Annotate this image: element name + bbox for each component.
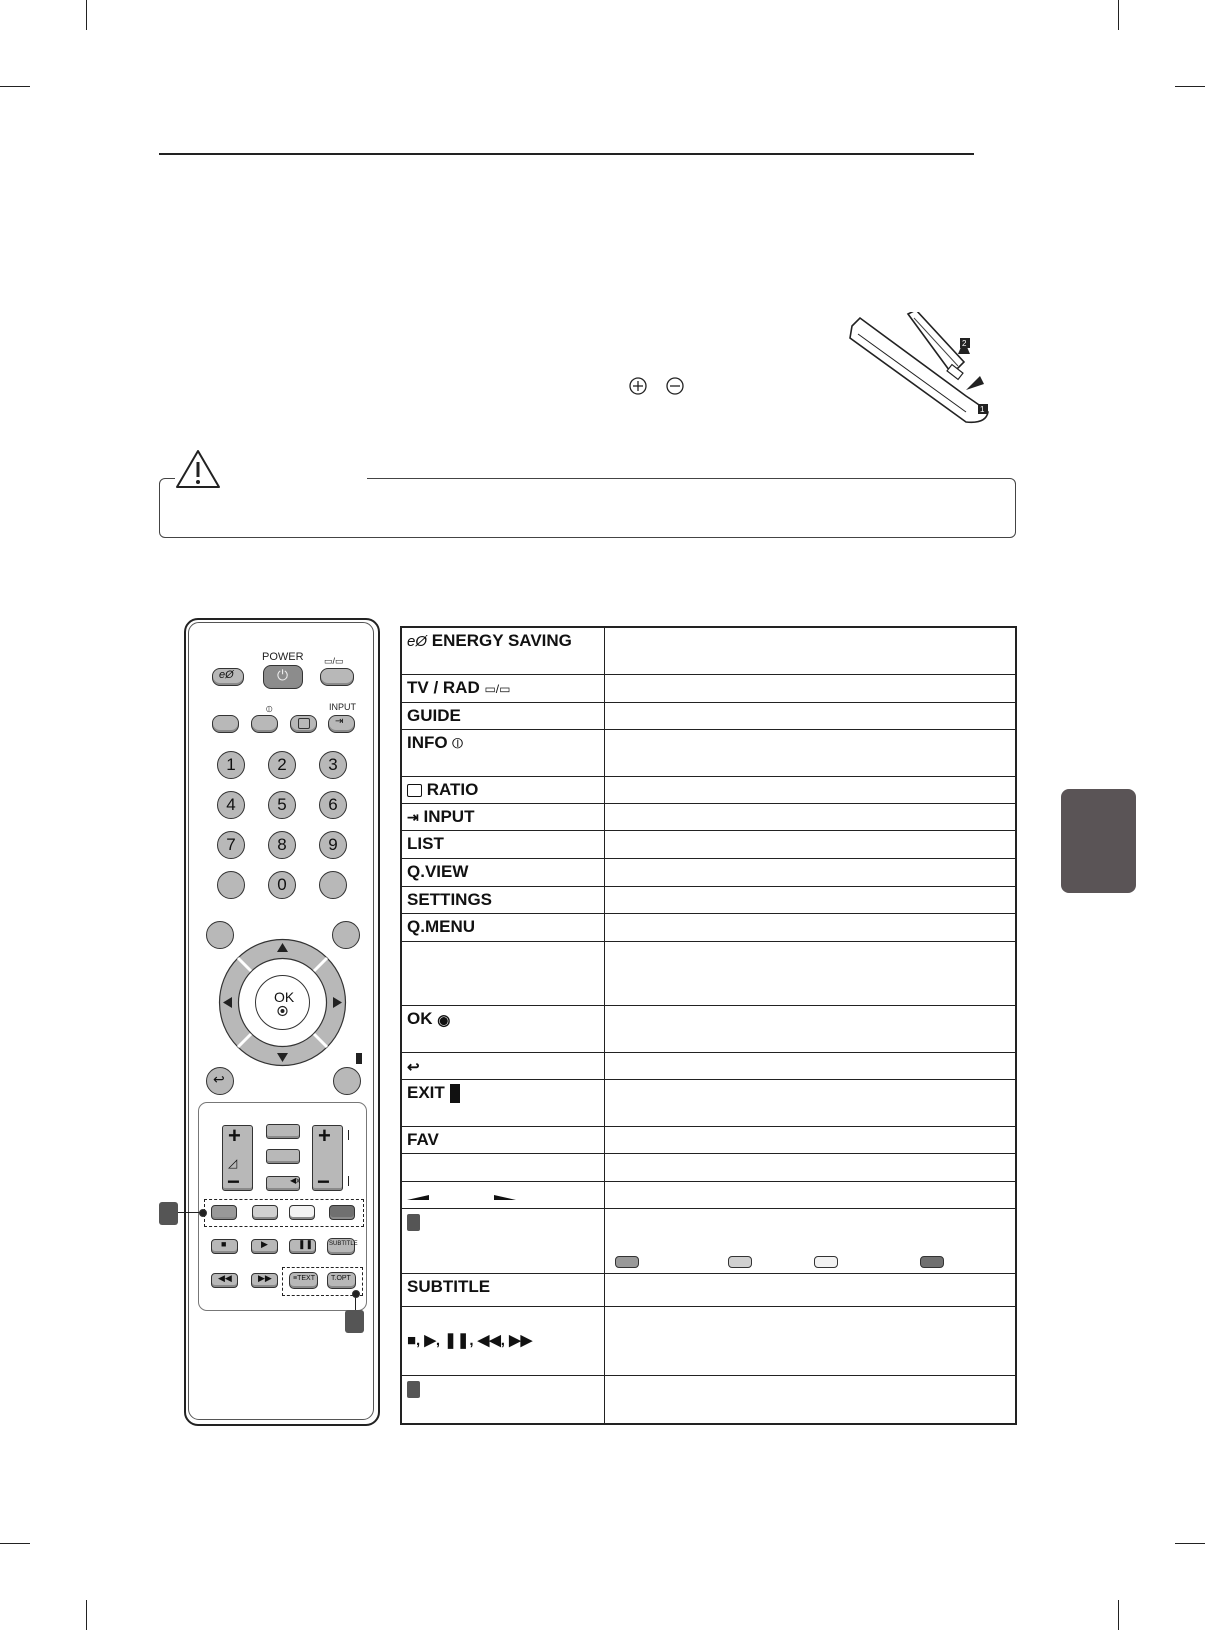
chapter-tab <box>1061 789 1136 893</box>
stop-button[interactable] <box>211 1239 238 1254</box>
row-label <box>407 807 474 827</box>
back-icon: ↩ <box>213 1071 225 1087</box>
blue-button[interactable] <box>329 1205 355 1220</box>
stop-icon: ■ <box>221 1239 227 1249</box>
input-icon: ⇥ <box>335 716 344 727</box>
table-cell-label <box>402 1209 605 1273</box>
leaf-icon: eØ <box>407 633 428 651</box>
number-button-0[interactable]: 0 <box>268 871 296 899</box>
rewind-icon: ◀◀ <box>218 1273 232 1283</box>
plus-icon: + <box>228 1123 241 1148</box>
input-label: INPUT <box>329 702 356 712</box>
caution-box <box>159 478 1016 538</box>
table-row <box>402 1154 1015 1182</box>
guide-label: GUIDE <box>407 706 461 725</box>
row-label <box>407 1185 516 1205</box>
exit-door-icon <box>356 1053 362 1064</box>
energy-saving-label: ENERGY SAVING <box>431 631 572 650</box>
subtitle-button[interactable] <box>327 1238 358 1255</box>
info-icon: ⦶ <box>452 735 464 753</box>
row-label <box>407 1379 420 1399</box>
power-label: POWER <box>262 651 304 663</box>
minus-icon: − <box>317 1169 330 1194</box>
teletext-callout-marker <box>345 1310 364 1333</box>
mute-icon: ◀x <box>290 1176 301 1185</box>
callout-marker-2 <box>407 1381 420 1398</box>
exit-label: EXIT <box>407 1083 445 1102</box>
table-row <box>402 1127 1015 1154</box>
subtitle-label: SUBTITLE <box>407 1277 491 1296</box>
table-row <box>402 914 1015 942</box>
table-cell-label <box>402 804 605 830</box>
battery-cover-illustration <box>848 312 996 432</box>
blue-button-chip <box>920 1256 944 1268</box>
minus-icon: − <box>227 1169 240 1194</box>
guide-button[interactable] <box>212 715 239 733</box>
number-button-4[interactable]: 4 <box>217 791 245 819</box>
svg-text:1: 1 <box>980 405 985 414</box>
button-function-table <box>400 626 1017 1425</box>
row-label <box>407 678 510 698</box>
crop-mark <box>1175 1543 1205 1544</box>
number-button-9[interactable]: 9 <box>319 831 347 859</box>
fav-button[interactable] <box>266 1124 300 1139</box>
number-button-7[interactable]: 7 <box>217 831 245 859</box>
table-cell-label <box>402 628 605 674</box>
q-view-label: Q.VIEW <box>407 862 469 881</box>
row-label <box>407 1212 420 1232</box>
header-rule <box>159 153 974 155</box>
play-icon: ▶ <box>261 1239 268 1249</box>
channel-down-tick <box>348 1176 349 1186</box>
crop-mark <box>0 1543 30 1544</box>
ratio-icon <box>407 784 422 797</box>
table-row <box>402 831 1015 859</box>
fast-forward-button[interactable] <box>251 1273 278 1288</box>
number-button-1[interactable]: 1 <box>217 751 245 779</box>
crop-mark <box>1118 0 1119 30</box>
tv-rad-label: TV / RAD <box>407 678 480 697</box>
q-view-button[interactable] <box>319 871 347 899</box>
t-opt-key-label: T.OPT <box>331 1275 351 1282</box>
number-button-3[interactable]: 3 <box>319 751 347 779</box>
settings-label: SETTINGS <box>407 890 493 909</box>
table-cell-label <box>402 831 605 858</box>
t-opt-button[interactable] <box>327 1272 356 1289</box>
exit-door-icon <box>450 1084 460 1103</box>
table-cell-label <box>402 1154 605 1181</box>
channel-bar-icon <box>494 1192 516 1200</box>
info-label: INFO <box>407 733 448 752</box>
volume-icon: ◿ <box>228 1156 238 1170</box>
warning-icon <box>174 448 222 490</box>
back-button[interactable] <box>206 1067 234 1095</box>
table-row <box>402 1274 1015 1307</box>
ok-label: OK <box>407 1009 433 1028</box>
svg-text:2: 2 <box>962 339 967 348</box>
crop-mark <box>86 0 87 30</box>
crop-mark <box>1175 86 1205 87</box>
table-row <box>402 859 1015 887</box>
table-cell-label <box>402 703 605 729</box>
color-buttons-callout-marker <box>159 1202 178 1225</box>
tv-radio-icon: ▭/▭ <box>484 681 511 696</box>
list-button[interactable] <box>217 871 245 899</box>
table-cell-label <box>402 675 605 702</box>
minus-circle-icon <box>665 376 685 396</box>
yellow-button[interactable] <box>289 1205 315 1220</box>
ok-dot-icon: ◉ <box>437 1011 451 1029</box>
pause-button[interactable] <box>289 1239 316 1254</box>
fav-label: FAV <box>407 1130 439 1149</box>
text-key-label: ≡TEXT <box>293 1275 315 1282</box>
playback-label: ■, ▶, ❚❚, ◀◀, ▶▶ <box>407 1332 533 1349</box>
3d-button[interactable] <box>266 1149 300 1164</box>
table-cell-label <box>402 777 605 803</box>
yellow-button-chip <box>814 1256 838 1268</box>
table-cell-label <box>402 1053 605 1079</box>
table-cell-label <box>402 1274 605 1306</box>
number-button-2[interactable]: 2 <box>268 751 296 779</box>
number-button-8[interactable]: 8 <box>268 831 296 859</box>
table-row <box>402 628 1015 675</box>
green-button[interactable] <box>252 1205 278 1220</box>
input-icon: ⇥ <box>407 809 419 826</box>
ratio-label: RATIO <box>426 780 479 799</box>
plus-icon: + <box>318 1123 331 1148</box>
row-label <box>407 1056 420 1076</box>
crop-mark <box>0 86 30 87</box>
table-row <box>402 675 1015 703</box>
table-row <box>402 703 1015 730</box>
table-row <box>402 804 1015 831</box>
table-cell-label <box>402 1182 605 1208</box>
row-label <box>407 1009 450 1029</box>
q-menu-label: Q.MENU <box>407 917 475 936</box>
tv-rad-button[interactable] <box>320 668 354 686</box>
table-cell-label <box>402 1376 605 1423</box>
list-label: LIST <box>407 834 444 853</box>
table-row <box>402 1376 1015 1423</box>
mute-button[interactable] <box>266 1176 300 1191</box>
info-button[interactable] <box>251 715 278 733</box>
table-cell-label <box>402 1127 605 1153</box>
row-label <box>407 780 478 800</box>
row-label <box>407 631 572 651</box>
input-label: INPUT <box>423 807 475 826</box>
info-icon: ⦶ <box>266 704 273 714</box>
red-button[interactable] <box>211 1205 237 1220</box>
back-icon: ↩ <box>407 1058 420 1076</box>
ratio-button[interactable] <box>290 715 317 733</box>
power-icon: ⏻ <box>277 667 289 683</box>
text-button[interactable] <box>289 1272 318 1289</box>
table-row <box>402 1006 1015 1053</box>
table-row <box>402 1307 1015 1376</box>
table-cell-label <box>402 859 605 886</box>
volume-bar-icon <box>407 1192 429 1200</box>
table-cell-label <box>402 1307 605 1375</box>
crop-mark <box>1118 1600 1119 1630</box>
green-button-chip <box>728 1256 752 1268</box>
table-cell-label <box>402 887 605 913</box>
energy-saving-button[interactable] <box>212 668 244 686</box>
leaf-icon: eØ <box>219 669 234 681</box>
table-row <box>402 1209 1015 1274</box>
input-button[interactable] <box>328 715 355 733</box>
red-button-chip <box>615 1256 639 1268</box>
ok-label: OK <box>274 989 295 1005</box>
table-row <box>402 942 1015 1006</box>
table-row <box>402 1182 1015 1209</box>
tv-rad-icon: ▭/▭ <box>324 656 344 666</box>
volume-rocker[interactable] <box>222 1123 253 1194</box>
crop-mark <box>86 1600 87 1630</box>
callout-dot <box>199 1209 207 1217</box>
number-button-5[interactable]: 5 <box>268 791 296 819</box>
table-row <box>402 1053 1015 1080</box>
ratio-icon <box>298 718 310 729</box>
subtitle-key-label: SUBTITLE <box>329 1241 358 1247</box>
row-label <box>407 733 463 753</box>
power-button[interactable] <box>263 665 303 689</box>
table-row <box>402 777 1015 804</box>
channel-rocker[interactable] <box>312 1123 343 1194</box>
table-cell-label <box>402 730 605 776</box>
table-cell-label <box>402 942 605 1005</box>
fast-forward-icon: ▶▶ <box>258 1273 272 1283</box>
play-button[interactable] <box>251 1239 278 1254</box>
pause-icon: ❚❚ <box>298 1239 314 1249</box>
channel-up-tick <box>348 1130 349 1140</box>
table-cell-label <box>402 1006 605 1052</box>
table-row <box>402 1080 1015 1127</box>
table-cell-label <box>402 914 605 941</box>
table-row <box>402 887 1015 914</box>
table-cell-label <box>402 1080 605 1126</box>
number-button-6[interactable]: 6 <box>319 791 347 819</box>
rewind-button[interactable] <box>211 1273 238 1288</box>
callout-dot <box>352 1290 360 1298</box>
callout-marker-1 <box>407 1214 420 1231</box>
table-row <box>402 730 1015 777</box>
exit-button[interactable] <box>333 1067 361 1095</box>
row-label <box>407 1083 460 1103</box>
plus-circle-icon <box>628 376 648 396</box>
